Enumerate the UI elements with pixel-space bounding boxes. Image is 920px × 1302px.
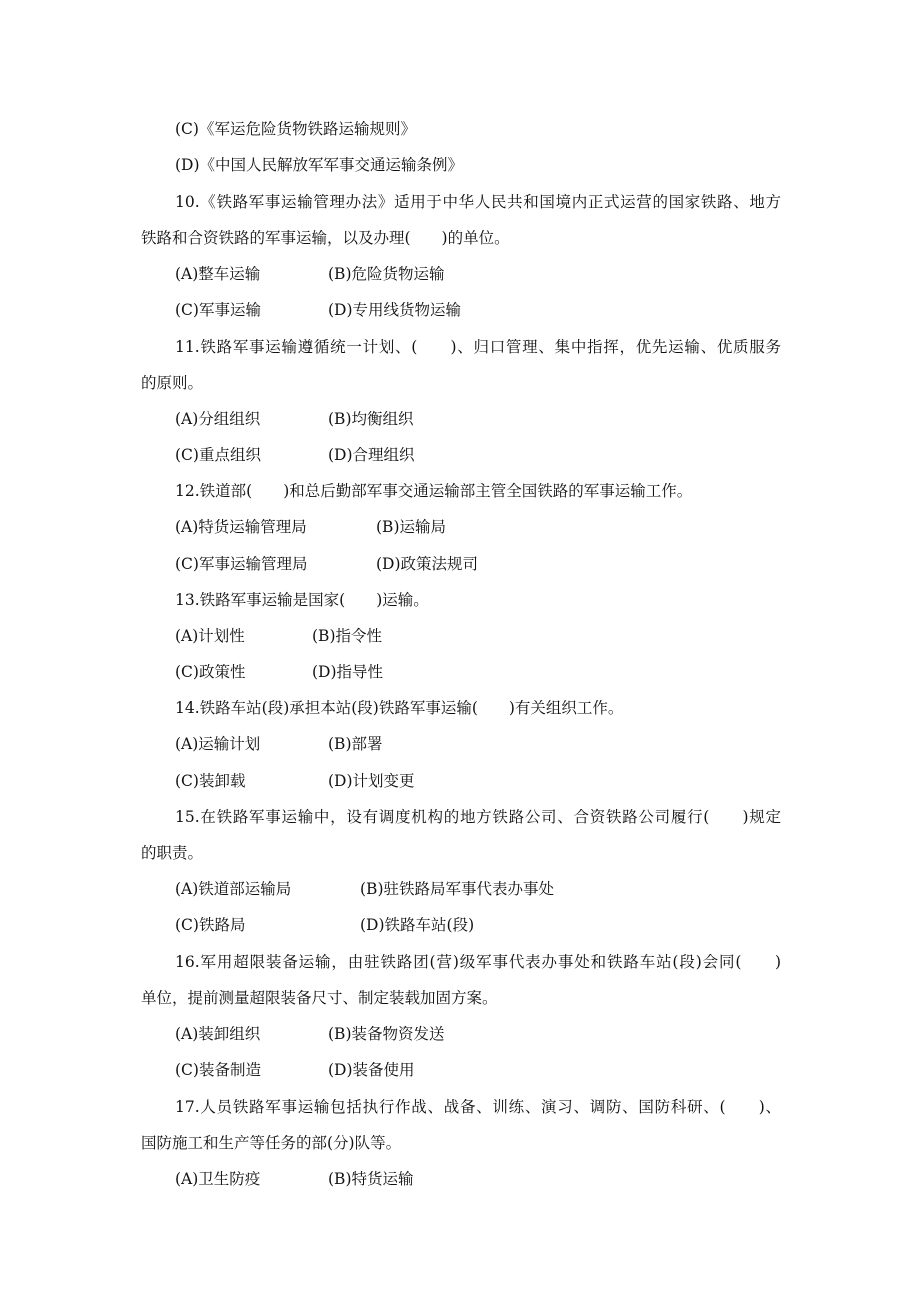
- option-b: (B)均衡组织: [328, 410, 414, 428]
- question-text: 铁路和合资铁路的军事运输，以及办理( )的单位。: [141, 229, 510, 247]
- option-text: (D)《中国人民解放军军事交通运输条例》: [175, 156, 464, 174]
- question-text: 14.铁路车站(段)承担本站(段)铁路军事运输( )有关组织工作。: [175, 699, 624, 717]
- option-d: (D)计划变更: [328, 772, 415, 790]
- option-row: [175, 879, 554, 899]
- option-row: [175, 734, 383, 754]
- option-c: (C)政策性: [175, 663, 246, 681]
- question-text: 的职责。: [141, 844, 204, 862]
- option-row: [175, 662, 384, 682]
- option-c: (C)军事运输管理局: [175, 555, 308, 573]
- option-d: (D)专用线货物运输: [328, 301, 462, 319]
- option-row: [175, 409, 414, 429]
- option-line: [175, 119, 416, 139]
- option-b: (B)驻铁路局军事代表办事处: [360, 880, 554, 898]
- option-a: (A)装卸组织: [175, 1025, 261, 1043]
- option-b: (B)危险货物运输: [328, 265, 445, 283]
- option-row: [175, 517, 446, 537]
- option-row: [175, 1060, 415, 1080]
- question-text: 单位，提前测量超限装备尺寸、制定装载加固方案。: [141, 989, 498, 1007]
- option-text: (C)《军运危险货物铁路运输规则》: [175, 120, 416, 138]
- option-d: (D)政策法规司: [376, 555, 479, 573]
- option-a: (A)卫生防疫: [175, 1170, 261, 1188]
- option-c: (C)装备制造: [175, 1061, 261, 1079]
- option-row: [175, 771, 415, 791]
- option-row: [175, 300, 462, 320]
- option-row: [175, 264, 445, 284]
- option-c: (C)铁路局: [175, 916, 246, 934]
- option-line: [175, 155, 463, 175]
- option-a: (A)计划性: [175, 627, 245, 645]
- option-b: (B)指令性: [312, 627, 382, 645]
- option-c: (C)重点组织: [175, 446, 261, 464]
- option-a: (A)运输计划: [175, 735, 261, 753]
- option-row: [175, 554, 479, 574]
- question-text: 15.在铁路军事运输中，设有调度机构的地方铁路公司、合资铁路公司履行( )规定: [175, 808, 781, 826]
- question-text: 的原则。: [141, 374, 204, 392]
- question-text: 10.《铁路军事运输管理办法》适用于中华人民共和国境内正式运营的国家铁路、地方: [175, 193, 781, 211]
- option-a: (A)分组组织: [175, 410, 261, 428]
- option-row: [175, 1024, 445, 1044]
- option-d: (D)指导性: [312, 663, 384, 681]
- option-a: (A)铁道部运输局: [175, 880, 292, 898]
- option-b: (B)特货运输: [328, 1170, 414, 1188]
- option-row: [175, 915, 475, 935]
- option-c: (C)装卸载: [175, 772, 246, 790]
- option-row: [175, 445, 415, 465]
- question-text: 16.军用超限装备运输，由驻铁路团(营)级军事代表办事处和铁路车站(段)会同( ): [175, 953, 781, 971]
- question-text: 12.铁道部( )和总后勤部军事交通运输部主管全国铁路的军事运输工作。: [175, 482, 693, 500]
- option-c: (C)军事运输: [175, 301, 261, 319]
- question-text: 17.人员铁路军事运输包括执行作战、战备、训练、演习、调防、国防科研、( )、: [175, 1098, 781, 1116]
- option-b: (B)部署: [328, 735, 383, 753]
- option-row: [175, 1169, 414, 1189]
- option-d: (D)铁路车站(段): [360, 916, 475, 934]
- option-b: (B)装备物资发送: [328, 1025, 445, 1043]
- option-b: (B)运输局: [376, 518, 446, 536]
- option-a: (A)整车运输: [175, 265, 261, 283]
- question-text: 13.铁路军事运输是国家( )运输。: [175, 591, 429, 609]
- option-d: (D)合理组织: [328, 446, 415, 464]
- option-row: [175, 626, 382, 646]
- question-text: 国防施工和生产等任务的部(分)队等。: [141, 1134, 402, 1152]
- option-d: (D)装备使用: [328, 1061, 415, 1079]
- option-a: (A)特货运输管理局: [175, 518, 307, 536]
- question-text: 11.铁路军事运输遵循统一计划、( )、归口管理、集中指挥，优先运输、优质服务: [175, 338, 781, 356]
